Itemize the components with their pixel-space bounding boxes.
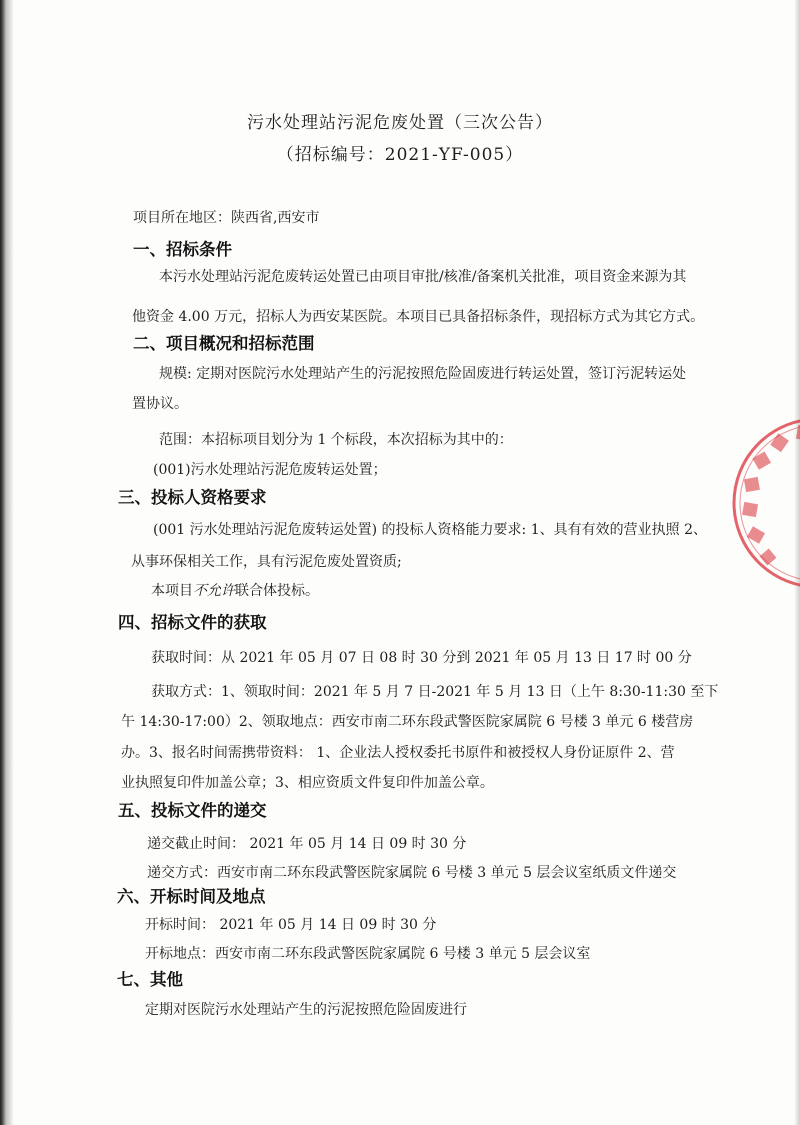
section-5-line-2: 递交方式：西安市南二环东段武警医院家属院 6 号楼 3 单元 5 层会议室纸质文件递交	[147, 865, 677, 881]
section-5-line-1: 递交截止时间： 2021 年 05 月 14 日 09 时 30 分	[147, 836, 467, 852]
consortium-not-allowed: 不允许	[193, 583, 235, 599]
section-heading-6: 六、开标时间及地点	[117, 887, 266, 906]
tender-number: （招标编号：2021-YF-005）	[276, 145, 524, 165]
scan-right-edge	[794, 0, 800, 1125]
section-7-line-1: 定期对医院污水处理站产生的污泥按照危险固废进行	[145, 1002, 467, 1018]
section-4-line-3: 午 14:30-17:00）2、领取地点：西安市南二环东段武警医院家属院 6 号楼 3 单元 6 楼营房	[121, 714, 694, 730]
section-3-line-2: 从事环保相关工作，具有污泥危废处置资质;	[131, 554, 402, 570]
red-seal-stamp	[728, 408, 800, 598]
document-title: 污水处理站污泥危废处置（三次公告）	[247, 113, 553, 133]
consortium-prefix: 本项目	[151, 583, 193, 599]
section-2-line-4: (001)污水处理站污泥危废转运处置；	[153, 462, 387, 478]
section-2-line-2: 置协议。	[132, 396, 188, 412]
section-4-line-2: 获取方式：1、领取时间：2021 年 5 月 7 日-2021 年 5 月 13 日（上午 8:30-11:30 至下	[151, 684, 719, 700]
section-4-line-5: 业执照复印件加盖公章；3、相应资质文件复印件加盖公章。	[121, 775, 494, 791]
section-heading-3: 三、投标人资格要求	[118, 488, 267, 507]
consortium-suffix: 联合体投标。	[235, 583, 319, 599]
section-1-line-2: 他资金 4.00 万元，招标人为西安某医院。本项目已具备招标条件，现招标方式为其它方式。	[132, 309, 705, 325]
section-3-line-1: (001 污水处理站污泥危废转运处置) 的投标人资格能力要求: 1、具有有效的营业执照 2、	[153, 522, 707, 538]
section-heading-1: 一、招标条件	[133, 240, 232, 259]
section-2-line-1: 规模: 定期对医院污水处理站产生的污泥按照危险固废进行转运处置，签订污泥转运处	[159, 366, 687, 382]
section-heading-7: 七、其他	[117, 970, 183, 989]
section-1-line-1: 本污水处理站污泥危废转运处置已由项目审批/核准/备案机关批准，项目资金来源为其	[159, 269, 687, 285]
section-4-line-1: 获取时间：从 2021 年 05 月 07 日 08 时 30 分到 2021 年 05 月 13 日 17 时 00 分	[151, 650, 692, 666]
section-6-line-1: 开标时间： 2021 年 05 月 14 日 09 时 30 分	[145, 917, 437, 933]
section-3-line-3	[151, 580, 319, 600]
section-heading-2: 二、项目概况和招标范围	[133, 334, 315, 353]
section-4-line-4: 办。3、报名时间需携带资料： 1、企业法人授权委托书原件和被授权人身份证原件 2、营	[121, 745, 675, 761]
scan-left-edge	[0, 0, 14, 1125]
project-region: 项目所在地区：陕西省,西安市	[133, 210, 320, 226]
section-2-line-3: 范围：本招标项目划分为 1 个标段，本次招标为其中的：	[159, 432, 513, 448]
section-6-line-2: 开标地点：西安市南二环东段武警医院家属院 6 号楼 3 单元 5 层会议室	[145, 946, 591, 962]
section-heading-5: 五、投标文件的递交	[118, 801, 267, 820]
section-heading-4: 四、招标文件的获取	[118, 613, 267, 632]
